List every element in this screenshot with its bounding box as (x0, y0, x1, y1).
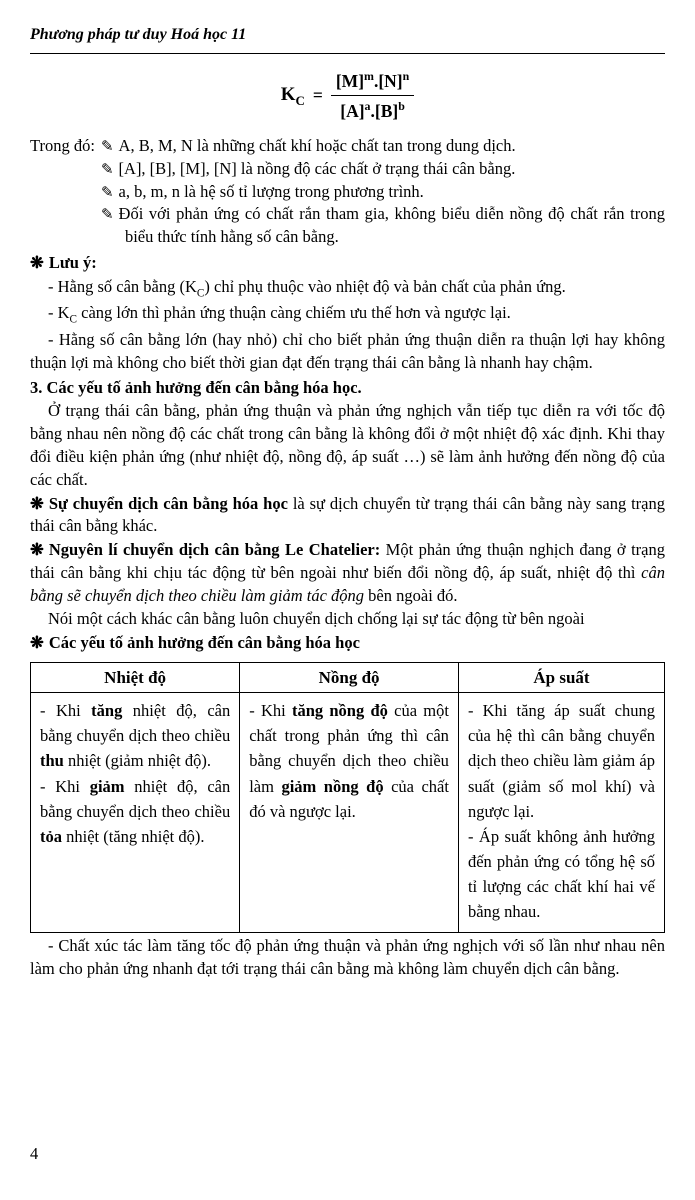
page-number: 4 (30, 1144, 39, 1164)
pencil-icon: ✎ (100, 161, 114, 178)
table-body-row (31, 693, 665, 933)
list-item (101, 181, 665, 204)
den-exp-a: a (364, 99, 371, 114)
pencil-icon: ✎ (100, 139, 114, 156)
table-header-temperature: Nhiệt độ (31, 662, 240, 692)
table-cell-pressure (458, 693, 664, 933)
header-rule (30, 53, 665, 54)
equilibrium-constant-formula (30, 68, 665, 123)
shift-definition-paragraph (30, 493, 665, 539)
factors-table (30, 662, 665, 933)
definitions-section (30, 135, 665, 249)
note-item: - Hằng số cân bằng lớn (hay nhỏ) chỉ cho biết phản ứng thuận diễn ra thuận lợi hay không thuận lợi mà không cho biết thời gian đạt đến trạng thái cân bằng là nhanh hay chậm. (30, 330, 665, 372)
formula-denominator (340, 96, 405, 123)
formula-numerator (331, 68, 414, 96)
table-header-concentration: Nồng độ (240, 662, 459, 692)
num-term-a: [M] (335, 70, 365, 91)
list-item (101, 203, 665, 249)
note-item: - Hằng số cân bằng $(K_C)$ chỉ phụ thuộc vào nhiệt độ và bản chất của phản ứng. (48, 276, 566, 299)
table-cell-concentration (240, 693, 459, 933)
running-head: Phương pháp tư duy Hoá học 11 (30, 26, 247, 43)
note-item: - $K_C$ càng lớn thì phản ứng thuận càng chiếm ưu thế hơn và ngược lại. (48, 303, 511, 326)
formula-k-subscript: C (295, 92, 305, 108)
factors-heading (30, 632, 665, 655)
formula-fraction (331, 68, 414, 123)
asterisk-icon: ❋ (30, 633, 44, 653)
den-term-b: [B] (374, 100, 399, 121)
intro-paragraph: Ở trạng thái cân bằng, phản ứng thuận và phản ứng nghịch vẫn tiếp tục diễn ra với tốc độ bằng nhau nên nồng độ các chất trong cân bằng là không đổi ở một nhiệt độ xác định. Khi thay đổi điều kiện phản ứng (như nhiệt độ, nồng độ, áp suất …) sẽ làm ảnh hưởng đến nồng độ của các chất. (30, 401, 665, 489)
num-term-b: [N] (378, 70, 403, 91)
asterisk-icon: ❋ (30, 252, 44, 272)
num-exp-b: n (402, 69, 410, 84)
pencil-icon: ✎ (100, 207, 114, 224)
catalyst-paragraph: - Chất xúc tác làm tăng tốc độ phản ứng thuận và phản ứng nghịch với số lần như nhau nên làm cho phản ứng nhanh đạt tới trạng thái cân bằng mà không làm chuyển dịch cân bằng. (30, 936, 665, 978)
formula-lhs (281, 82, 305, 110)
le-chatelier-text: Nguyên lí chuyển dịch cân bằng Le Chatelier: Một phản ứng thuận nghịch đang ở trạng thái cân bằng khi chịu tác động từ bên ngoài như biến đổi nồng độ, áp suất, nhiệt độ thì cân bằng sẽ chuyển dịch theo chiều làm giảm tác động bên ngoài đó. (30, 540, 665, 605)
table-paragraph: - Khi tăng áp suất chung của hệ thì cân bằng chuyển dịch theo chiều làm giảm áp suất (giảm số mol khí) và ngược lại. (467, 701, 655, 821)
note-title-label: Lưu ý: (48, 252, 97, 272)
factors-heading-label: Các yếu tố ảnh hưởng đến cân bằng hóa học (48, 633, 360, 653)
list-item-text: a, b, m, n là hệ số tỉ lượng trong phương trình. (118, 181, 424, 201)
asterisk-icon: ❋ (30, 540, 44, 560)
list-item-text: A, B, M, N là những chất khí hoặc chất tan trong dung dịch. (118, 136, 516, 156)
list-item-text: [A], [B], [M], [N] là nồng độ các chất ở trạng thái cân bằng. (118, 158, 516, 178)
table-header-pressure: Áp suất (458, 662, 664, 692)
list-item (101, 158, 665, 181)
formula-k: K (280, 83, 296, 105)
table-paragraph: - Khi tăng nhiệt độ, cân bằng chuyển dịch theo chiều thu nhiệt (giảm nhiệt độ). (40, 701, 231, 771)
num-exp-a: m (364, 69, 374, 84)
table-paragraph: - Áp suất không ảnh hưởng đến phản ứng có tổng hệ số tỉ lượng các chất khí hai vế bằng nhau. (467, 826, 655, 921)
table-header-row (31, 662, 665, 692)
definitions-list (101, 135, 665, 249)
table-paragraph: - Khi tăng nồng độ của một chất trong phản ứng thì cân bằng chuyển dịch theo chiều làm giảm nồng độ của chất đó và ngược lại. (249, 701, 449, 821)
table-cell-temperature (31, 693, 240, 933)
num-dot: . (373, 70, 379, 91)
table-paragraph: - Khi giảm nhiệt độ, cân bằng chuyển dịch theo chiều tỏa nhiệt (tăng nhiệt độ). (40, 776, 231, 846)
other-words-paragraph: Nói một cách khác cân bằng luôn chuyển dịch chống lại sự tác động từ bên ngoài (48, 609, 585, 629)
list-item (101, 135, 665, 158)
equals-sign: = (312, 85, 323, 106)
asterisk-icon: ❋ (30, 493, 44, 513)
list-item-text: Đối với phản ứng có chất rắn tham gia, không biểu diễn nồng độ chất rắn trong biểu thức tính hằng số cân bằng. (118, 204, 665, 247)
section-heading: 3. Các yếu tố ảnh hưởng đến cân bằng hóa học. (30, 377, 362, 397)
den-dot: . (370, 100, 375, 121)
definitions-label: Trong đó: (30, 136, 95, 156)
pencil-icon: ✎ (100, 184, 114, 201)
den-exp-b: b (398, 99, 405, 114)
note-title (30, 252, 665, 275)
le-chatelier-paragraph (30, 539, 665, 607)
den-term-a: [A] (340, 100, 365, 121)
shift-definition-text: Sự chuyển dịch cân bằng hóa học là sự dịch chuyển từ trạng thái cân bằng này sang trạng thái cân bằng khác. (30, 493, 665, 536)
